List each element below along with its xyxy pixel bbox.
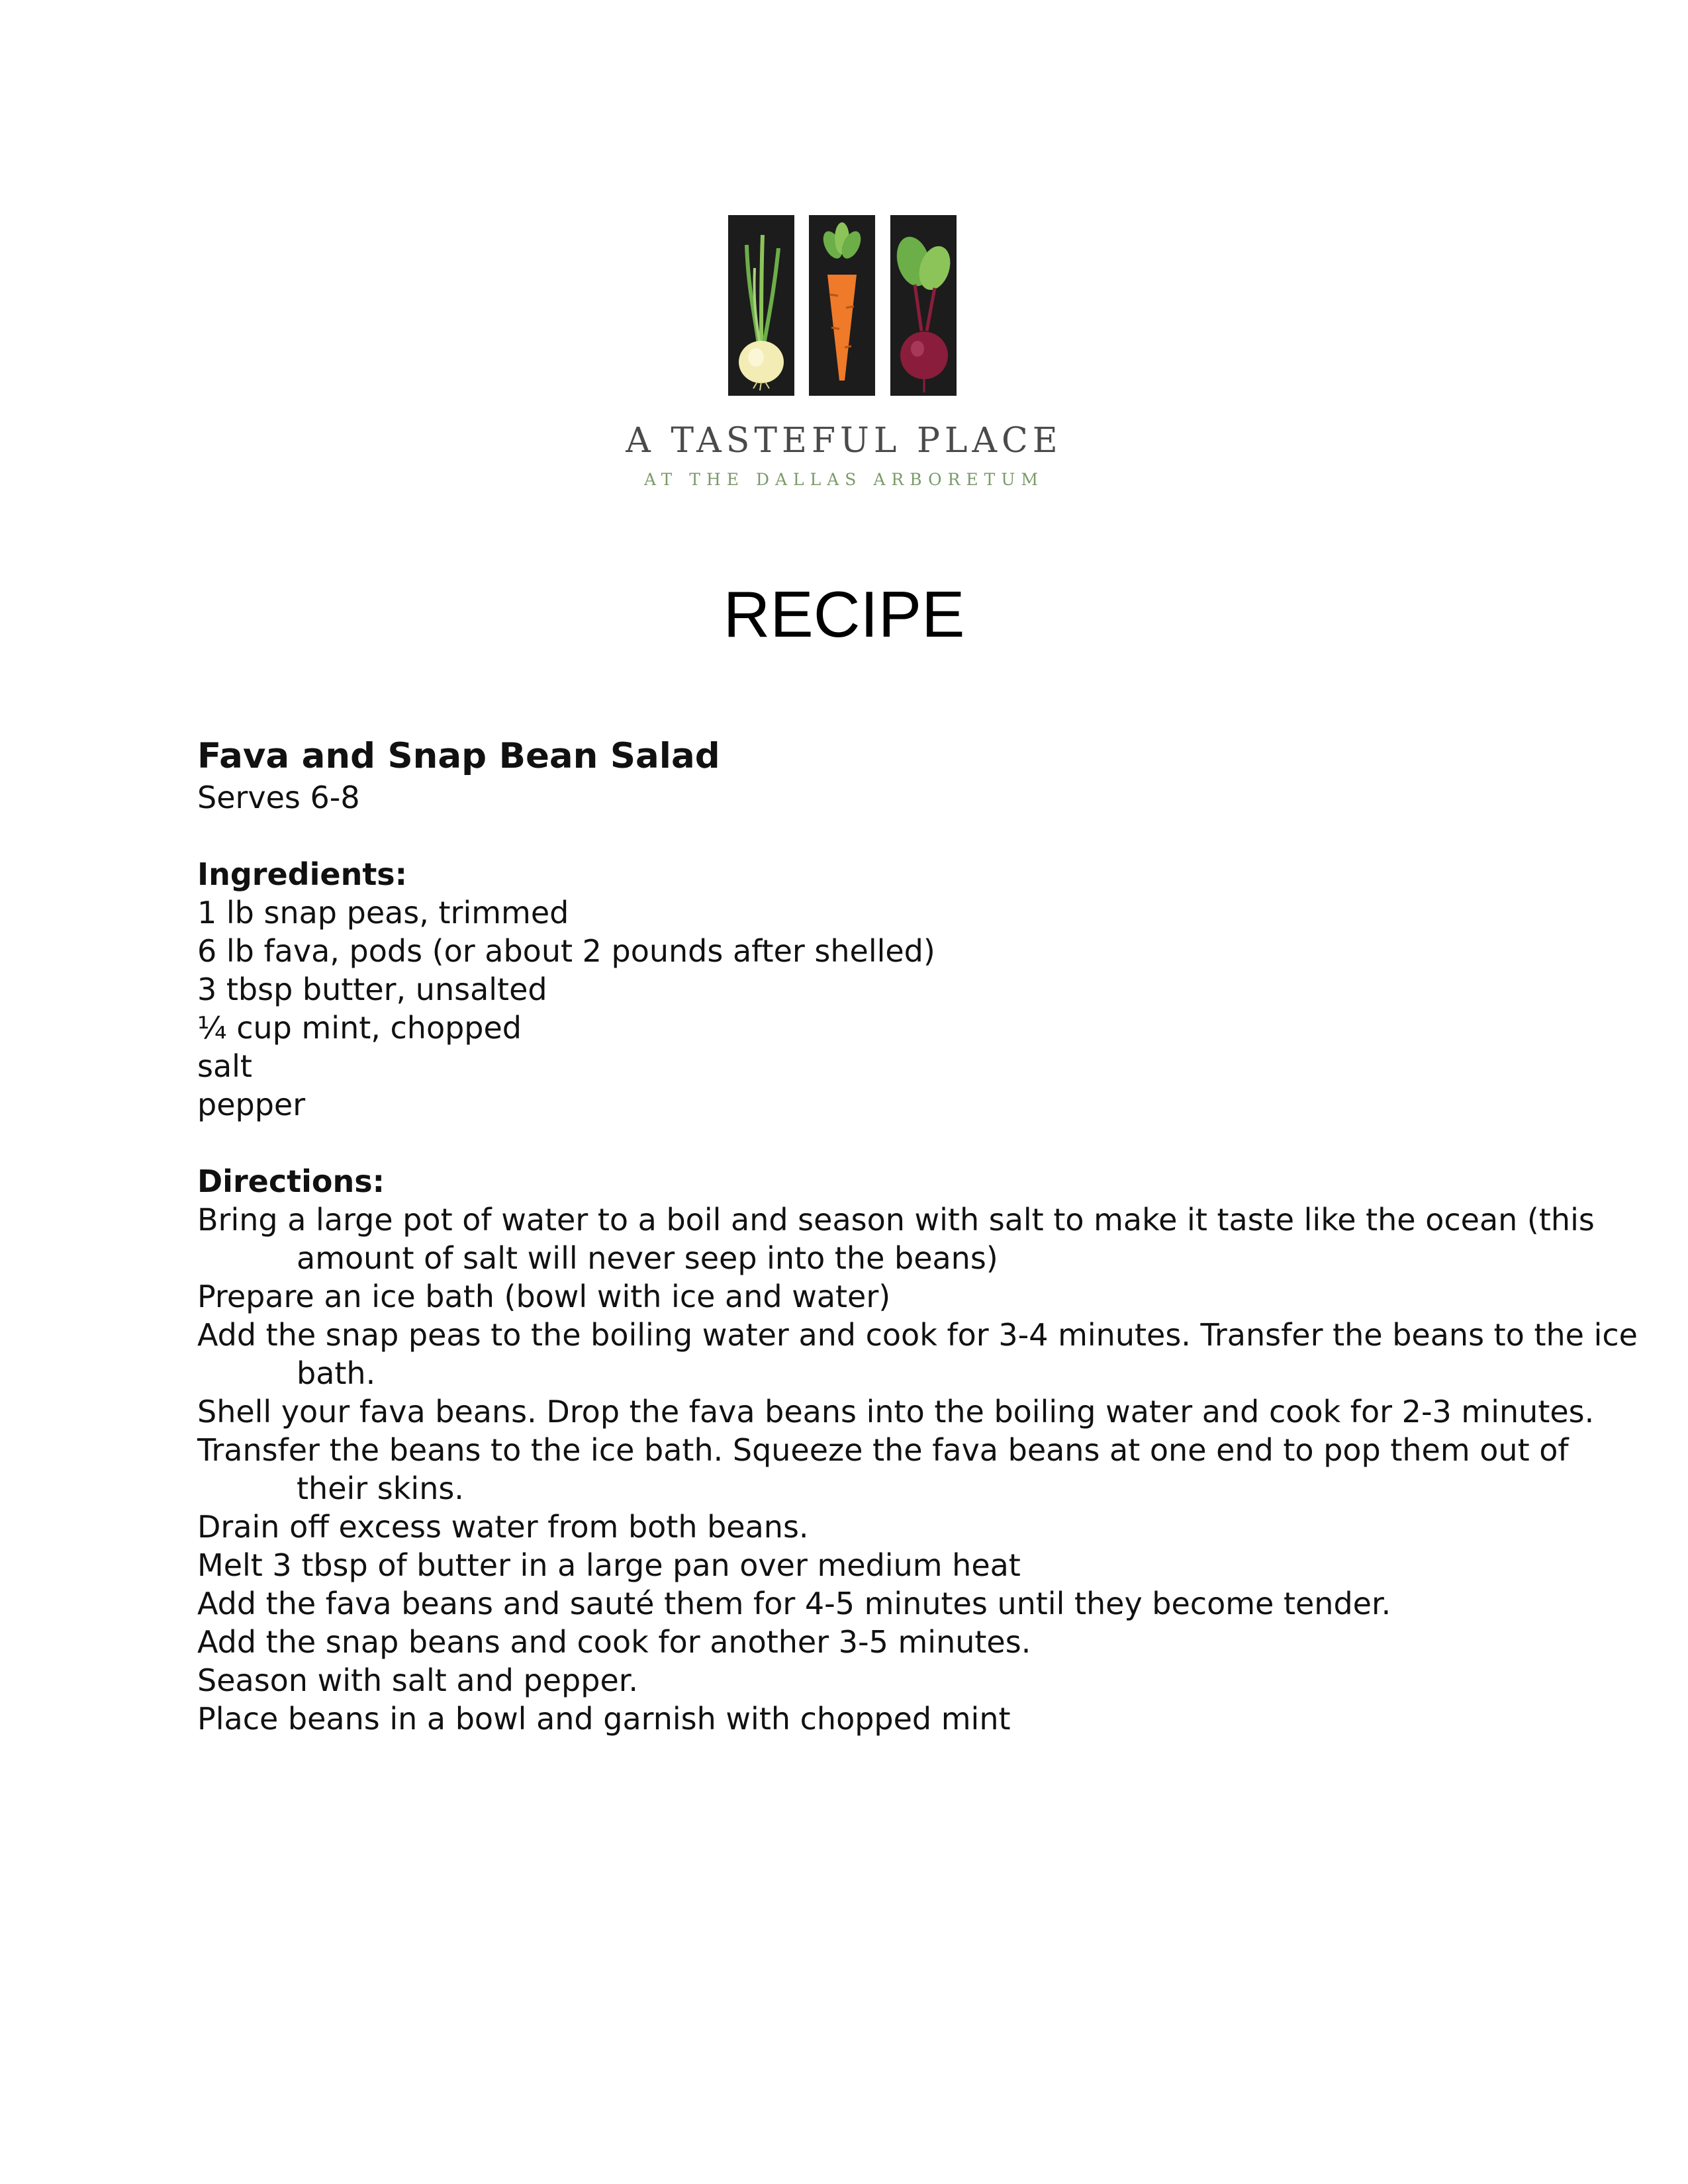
direction-step: Place beans in a bowl and garnish with chopped mint [197, 1701, 1011, 1737]
page-title: RECIPE [723, 578, 965, 651]
recipe-serves: Serves 6-8 [197, 780, 360, 815]
ingredient-item: pepper [197, 1087, 306, 1122]
recipe-content [197, 735, 1638, 1738]
recipe-title: Fava and Snap Bean Salad [197, 736, 720, 776]
onion-icon [728, 215, 794, 396]
ingredient-item: ¼ cup mint, chopped [197, 1010, 522, 1046]
direction-step: Transfer the beans to the ice bath. Squeeze the fava beans at one end to pop them out of their skins. [197, 1432, 1569, 1506]
ingredient-item: 6 lb fava, pods (or about 2 pounds after shelled) [197, 933, 935, 969]
direction-step: Prepare an ice bath (bowl with ice and water) [197, 1279, 891, 1314]
direction-step: Drain off excess water from both beans. [197, 1509, 809, 1545]
direction-step: Add the snap beans and cook for another 3-5 minutes. [197, 1624, 1031, 1660]
ingredient-item: 1 lb snap peas, trimmed [197, 895, 569, 931]
direction-step: Season with salt and pepper. [197, 1662, 639, 1698]
spacer [197, 817, 1521, 855]
ingredients-heading: Ingredients: [197, 856, 408, 892]
brand-name: A TASTEFUL PLACE [626, 421, 1062, 461]
direction-step: Shell your fava beans. Drop the fava beans into the boiling water and cook for 2-3 minutes. [197, 1394, 1595, 1430]
spacer [197, 1124, 1521, 1162]
ingredient-item: salt [197, 1048, 252, 1084]
carrot-icon [809, 215, 875, 396]
brand-logo [728, 215, 957, 396]
brand-tagline: AT THE DALLAS ARBORETUM [643, 470, 1045, 489]
direction-step: Add the fava beans and sauté them for 4-5 minutes until they become tender. [197, 1586, 1391, 1621]
direction-step: Melt 3 tbsp of butter in a large pan over medium heat [197, 1547, 1021, 1583]
ingredient-item: 3 tbsp butter, unsalted [197, 972, 547, 1007]
directions-list [197, 1201, 1638, 1738]
directions-heading: Directions: [197, 1163, 385, 1199]
ingredients-list [197, 893, 1521, 1124]
direction-step: Bring a large pot of water to a boil and season with salt to make it taste like the ocean (this amount of salt will never seep into the beans) [197, 1202, 1595, 1276]
beet-icon [890, 215, 957, 396]
direction-step: Add the snap peas to the boiling water and cook for 3-4 minutes. Transfer the beans to the ice bath. [197, 1317, 1638, 1391]
